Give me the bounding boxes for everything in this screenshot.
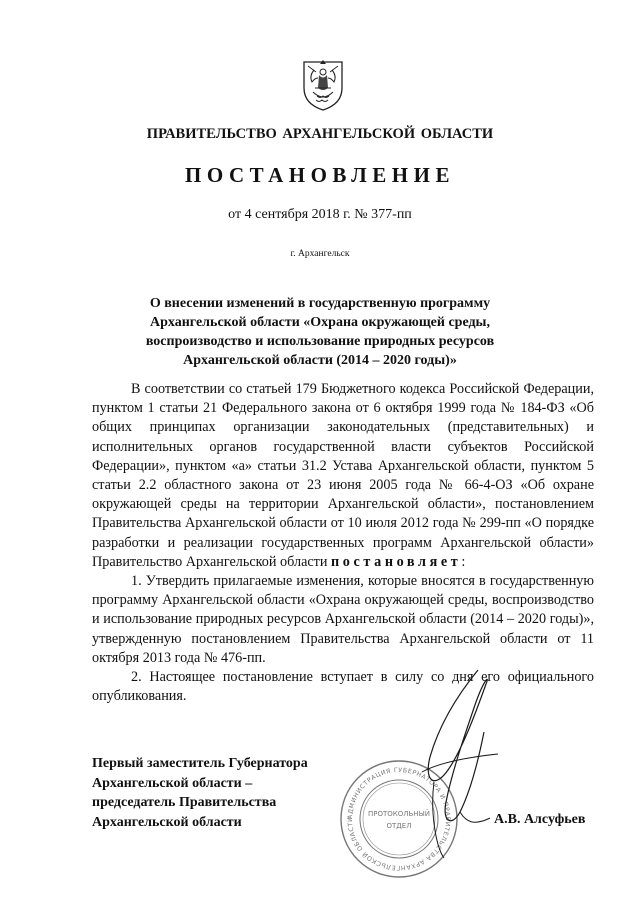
stamp-center-line-1: ПРОТОКОЛЬНЫЙ	[367, 810, 431, 818]
preamble-text: В соответствии со статьей 179 Бюджетного кодекса Российской Федерации, пунктом 1 статьи 21 Федерального закона от 6 октября 1999 года № 184-ФЗ «Об общих принципах организации законодательных (представительных) и исполнительных органов государственной власти субъектов Российской Федерации», пунктом «а» статьи 31.2 Устава Архангельской области, пунктом 5 статьи 2.2 областного закона от 23 июня 2005 года № 66-4-ОЗ «Об охране окружающей среды на территории Архангельской области», постановлением Правительства Архангельской области от 10 июля 2012 года № 299-пп «О порядке разработки и реализации государственных программ Архангельской области» Правительство Архангельской области	[92, 381, 594, 570]
document-type-title: ПОСТАНОВЛЕНИЕ	[185, 163, 455, 187]
signatory-title-line: Первый заместитель Губернатора	[92, 756, 308, 771]
signatory-name: А.В. Алсуфьев	[494, 812, 586, 827]
signatory-title-line: председатель Правительства	[92, 795, 277, 810]
city-line: г. Архангельск	[290, 249, 350, 259]
subject-line: О внесении изменений в государственную программу	[149, 296, 491, 311]
item-2-paragraph: 2. Настоящее постановление вступает в силу со дня его официального опубликования.	[92, 669, 594, 705]
date-number-line: от 4 сентября 2018 г. № 377-пп	[228, 207, 412, 222]
subject-line: Архангельской области (2014 – 2020 годы)»	[183, 353, 457, 368]
stamp-ring-text: АДМИНИСТРАЦИЯ ГУБЕРНАТОРА И ПРАВИТЕЛЬСТВА АРХАНГЕЛЬСКОЙ ОБЛАСТИ	[346, 766, 452, 872]
stamp-center-line-2: ОТДЕЛ	[386, 822, 412, 830]
decrees-word: постановляет	[331, 553, 462, 570]
signatory-title-line: Архангельской области	[92, 814, 242, 830]
signatory-title-line: Архангельской области –	[92, 775, 253, 791]
preamble-paragraph	[92, 380, 594, 572]
handwritten-signature	[400, 662, 510, 862]
arkhangelsk-coat-of-arms-icon	[301, 58, 345, 112]
document-body	[92, 380, 594, 706]
decrees-colon: :	[461, 553, 466, 570]
item-1-paragraph: 1. Утвердить прилагаемые изменения, которые вносятся в государственную программу Архангельской области «Охрана окружающей среды, воспроизводство и использование природных ресурсов Архангельской области (2014 – 2020 годы)», утвержденную постановлением Правительства Архангельской области от 11 октября 2013 года № 476-пп.	[92, 573, 594, 666]
subject-line: воспроизводство и использование природных ресурсов	[145, 334, 495, 349]
signatory-title	[92, 754, 362, 832]
subject-heading	[110, 294, 530, 370]
government-heading: ПРАВИТЕЛЬСТВО АРХАНГЕЛЬСКОЙ ОБЛАСТИ	[146, 126, 494, 142]
subject-line: Архангельской области «Охрана окружающей среды,	[150, 315, 490, 330]
